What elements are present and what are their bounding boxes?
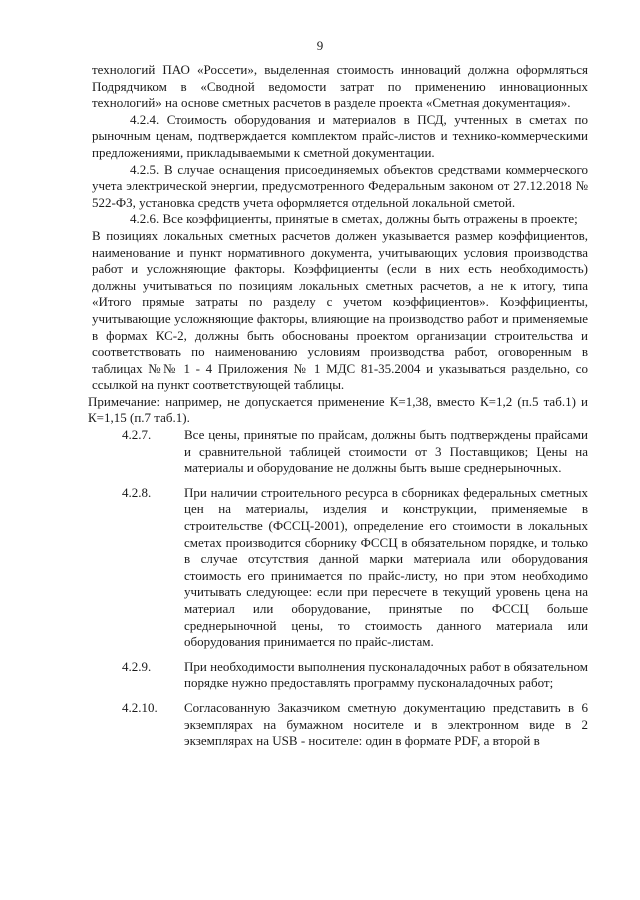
item-text: При наличии строительного ресурса в сборниках федеральных сметных цен на материалы, изделия и конструкции, применяемые в строительстве (ФССЦ-2001), определение его стоимости в локальных сметах производится сборнику ФССЦ в обязательном порядке, и только в случае отсутствия данной марки материала или оборудования стоимость его принимается по прайс-листу, но при этом необходимо учитывать следующее: если при пересчете в текущий уровень цена на материал или оборудование, принятые по ФССЦ больше среднерыночной цены, то стоимость данного материала или оборудования принимается по прайс-листам. (184, 484, 588, 650)
item-number: 4.2.7. (122, 427, 152, 443)
item-number: 4.2.10. (122, 699, 158, 715)
list-item (92, 485, 588, 651)
paragraph-innovations: технологий ПАО «Россети», выделенная стоимость инноваций должна оформляться Подрядчиком в «Сводной ведомости затрат по применению инновационных технологий» на основе сметных расчетов в разделе проекта «Сметная документация». (92, 62, 588, 111)
list-item (92, 427, 588, 477)
item-text: Все цены, принятые по прайсам, должны быть подтверждены прайсами и сравнительной таблицей стоимости от 3 Поставщиков; Цены на материалы и оборудование не должны быть выше среднерыночных. (184, 427, 588, 476)
list-item (92, 659, 588, 692)
page-number: 9 (316, 38, 324, 53)
list-item (92, 700, 588, 750)
item-number: 4.2.8. (122, 484, 152, 500)
document-body (88, 62, 588, 750)
item-text: При необходимости выполнения пусконаладочных работ в обязательном порядке нужно предоставлять программу пусконаладочных работ; (184, 658, 588, 691)
paragraph-note: Примечание: например, не допускается применение К=1,38, вместо К=1,2 (п.5 таб.1) и К=1,15 (п.7 таб.1). (88, 393, 588, 426)
paragraph-4-2-4: 4.2.4. Стоимость оборудования и материалов в ПСД, учтенных в сметах по рыночным ценам, подтверждается комплектом прайс-листов и технико-коммерческими предложениями, прикладываемыми к сметной документации. (92, 111, 588, 160)
paragraph-4-2-6: 4.2.6. Все коэффициенты, принятые в сметах, должны быть отражены в проекте; (130, 211, 578, 227)
paragraph-coefficients: В позициях локальных сметных расчетов должен указывается размер коэффициентов, наименование и пункт нормативного документа, учитывающих условия производства работ и усложняющие факторы. Коэффициенты (если в них есть необходимость) должны учитываться по позициям локальных сметных расчетов, а не к итогу, типа «Итого прямые затраты по разделу с учетом коэффициентов». Коэффициенты, учитывающие усложняющие факторы, влияющие на производство работ и применяемые в формах КС-2, должны быть обоснованы проектом организации строительства и соответствовать по наименованию условиям производства работ, оговоренным в таблицах №№ 1 - 4 Приложения № 1 МДС 81-35.2004 и указываться раздельно, со ссылкой на пункт соответствующей таблицы. (92, 227, 588, 393)
paragraph-4-2-5: 4.2.5. В случае оснащения присоединяемых объектов средствами коммерческого учета электрической энергии, предусмотренного Федеральным законом от 27.12.2018 № 522-ФЗ, установка средств учета оформляется отдельной локальной сметой. (92, 161, 588, 210)
item-number: 4.2.9. (122, 658, 152, 674)
item-text: Согласованную Заказчиком сметную документацию представить в 6 экземплярах на бумажном носителе и в электронном виде в 2 экземплярах на USB - носителе: один в формате PDF, а второй в (184, 699, 588, 749)
